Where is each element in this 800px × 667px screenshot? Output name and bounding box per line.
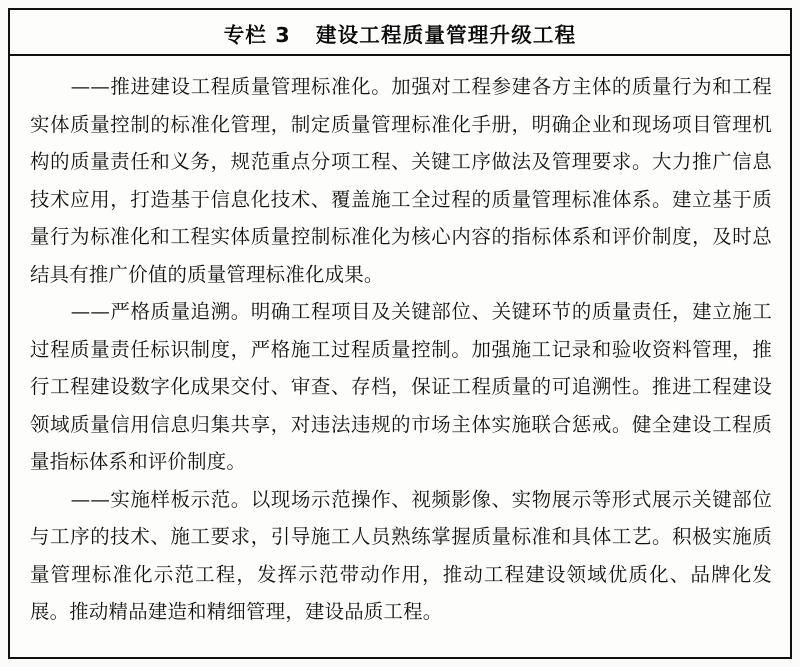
callout-title-bar xyxy=(10,10,790,56)
callout-box xyxy=(8,8,792,659)
callout-body xyxy=(10,56,790,641)
paragraph-2: ——严格质量追溯。明确工程项目及关键部位、关键环节的质量责任，建立施工过程质量责任标识制度，严格施工过程质量控制。加强施工记录和验收资料管理，推行工程建设数字化成果交付、审查、存档，保证工程质量的可追溯性。推进工程建设领域质量信用信息归集共享，对违法违规的市场主体实施联合惩戒。健全建设工程质量指标体系和评价制度。 xyxy=(30,300,772,473)
callout-title: 专栏 3 建设工程质量管理升级工程 xyxy=(223,23,577,47)
paragraph-3: ——实施样板示范。以现场示范操作、视频影像、实物展示等形式展示关键部位与工序的技术、施工要求，引导施工人员熟练掌握质量标准和具体工艺。积极实施质量管理标准化示范工程，发挥示范带动作用，推动工程建设领域优质化、品牌化发展。推动精品建造和精细管理，建设品质工程。 xyxy=(30,487,772,623)
paragraph-1: ——推进建设工程质量管理标准化。加强对工程参建各方主体的质量行为和工程实体质量控制的标准化管理，制定质量管理标准化手册，明确企业和现场项目管理机构的质量责任和义务，规范重点分项工程、关键工序做法及管理要求。大力推广信息技术应用，打造基于信息化技术、覆盖施工全过程的质量管理标准体系。建立基于质量行为标准化和工程实体质量控制标准化为核心内容的指标体系和评价制度，及时总结具有推广价值的质量管理标准化成果。 xyxy=(30,75,772,286)
